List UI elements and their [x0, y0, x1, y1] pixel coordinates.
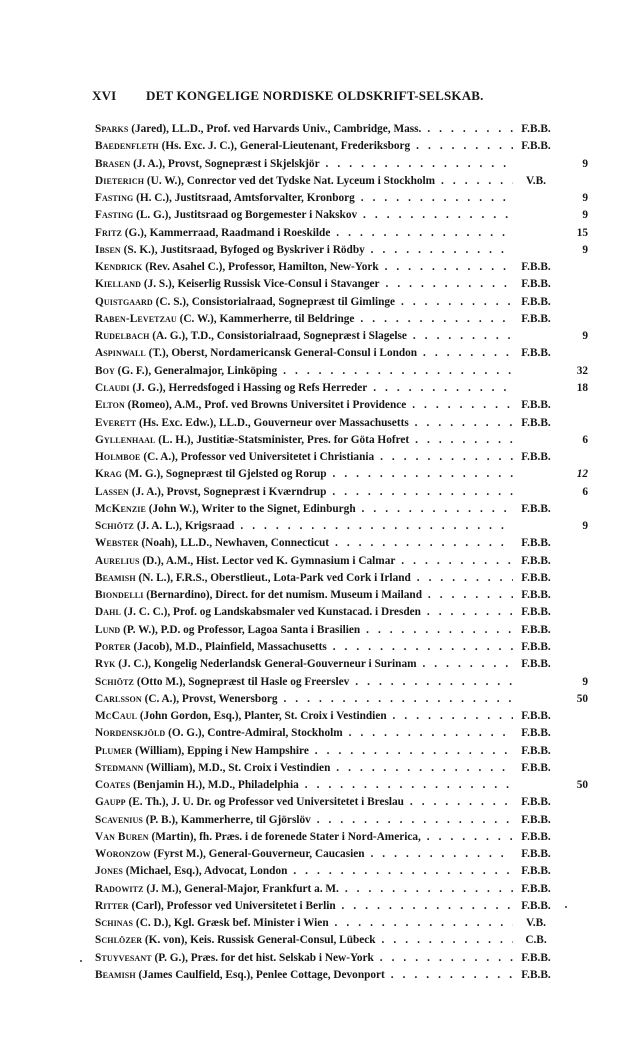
member-surname: Kendrick [95, 261, 143, 274]
member-entry [0, 449, 640, 466]
member-surname: Stedmann [95, 761, 144, 774]
entry-text [95, 570, 513, 587]
member-description: (Benjamin H.), M.D., Philadelphia [130, 779, 299, 792]
member-entry [0, 311, 640, 328]
member-entry [0, 138, 640, 155]
entry-text [95, 760, 513, 777]
member-entry [0, 932, 640, 949]
member-surname: Ritter [95, 899, 129, 912]
entry-text [95, 397, 513, 414]
member-description: (Hs. Exc. Edw.), LL.D., Gouverneur over Massachusetts [136, 416, 409, 429]
entry-text [95, 242, 513, 259]
member-entry [0, 794, 640, 811]
member-description: (L. G.), Justitsraad og Borgemester i Nakskov [133, 209, 358, 222]
member-description: (Noah), LL.D., Newhaven, Connecticut [138, 537, 330, 550]
member-surname: Beamish [95, 969, 136, 982]
member-surname: Claudi [95, 381, 130, 394]
member-entry [0, 121, 640, 138]
member-description: (D.), A.M., Hist. Lector ved K. Gymnasium i Calmar [139, 554, 396, 567]
entry-text [95, 898, 513, 915]
member-description: (Michael, Esq.), Advocat, London [122, 865, 288, 878]
membership-code: F.B.B. [514, 415, 558, 432]
membership-code: F.B.B. [514, 397, 558, 414]
member-surname: Sparks [95, 123, 129, 135]
entry-text [95, 535, 513, 552]
entry-text [95, 656, 513, 673]
entry-text [95, 156, 513, 173]
member-entry [0, 967, 640, 984]
member-description: (J. M.), General-Major, Frankfurt a. M. [143, 882, 339, 895]
member-surname: Stuyvesant [95, 951, 152, 964]
member-entry [0, 397, 640, 414]
membership-code: F.B.B. [514, 345, 558, 362]
member-surname: Gyllenhaal [95, 433, 156, 446]
entry-text [95, 259, 513, 276]
membership-code: F.B.B. [514, 812, 558, 829]
page-reference: 50 [576, 692, 588, 705]
member-entry [0, 190, 640, 207]
print-speck [565, 906, 567, 908]
entry-text [95, 622, 513, 639]
member-description: (J. S.), Keiserlig Russisk Vice-Consul i Stavanger [141, 278, 380, 291]
running-title: DET KONGELIGE NORDISKE OLDSKRIFT-SELSKAB. [146, 88, 484, 103]
member-description: (J. A.), Provst, Sognepræst i Skjelskjör [130, 157, 320, 170]
entry-text [95, 207, 513, 224]
entry-text [95, 587, 513, 604]
member-entry [0, 725, 640, 742]
member-entry [0, 294, 640, 311]
membership-code: F.B.B. [514, 760, 558, 777]
member-entry [0, 846, 640, 863]
membership-code: F.B.B. [514, 501, 558, 518]
print-speck [80, 960, 82, 962]
member-surname: Boy [95, 364, 115, 377]
membership-code: F.B.B. [514, 587, 558, 604]
entry-text [95, 501, 513, 518]
member-description: (C. A.), Professor ved Universitetet i Christiania [140, 451, 375, 464]
page-header [92, 88, 512, 104]
member-entry [0, 363, 640, 380]
membership-code: F.B.B. [514, 604, 558, 621]
member-surname: Fritz [95, 226, 122, 239]
member-description: (William), M.D., St. Croix i Vestindien [143, 761, 331, 774]
entry-text [95, 674, 513, 691]
member-description: (William), Epping i New Hampshire [132, 744, 309, 757]
membership-code: V.B. [514, 915, 558, 932]
entry-text [95, 190, 513, 207]
member-entry [0, 760, 640, 777]
entry-text [95, 881, 513, 898]
membership-code: F.B.B. [514, 535, 558, 552]
member-description: (Romeo), A.M., Prof. ved Browns Universitet i Providence [124, 399, 407, 412]
member-description: (Rev. Asahel C.), Professor, Hamilton, New-York [142, 261, 379, 274]
member-surname: Carlsson [95, 692, 142, 705]
member-description: (C. A.), Provst, Wenersborg [141, 692, 278, 705]
membership-code: F.B.B. [514, 881, 558, 898]
member-description: (P. W.), P.D. og Professor, Lagoa Santa i Brasilien [120, 623, 361, 636]
entry-text [95, 363, 513, 380]
member-surname: Aurelius [95, 554, 140, 567]
member-description: (Fyrst M.), General-Gouverneur, Caucasien [150, 848, 365, 861]
page-reference: 9 [582, 243, 588, 256]
member-surname: Schlözer [95, 934, 143, 947]
membership-code: F.B.B. [514, 743, 558, 760]
member-surname: Baedenfleth [95, 140, 159, 153]
member-entry [0, 656, 640, 673]
page-reference: 6 [582, 433, 588, 446]
entry-text [95, 311, 513, 328]
member-description: (K. von), Keis. Russisk General-Consul, Lübeck [142, 934, 376, 947]
member-entry [0, 225, 640, 242]
entry-text [95, 725, 513, 742]
member-entry [0, 259, 640, 276]
member-surname: Rudelbach [95, 330, 150, 343]
member-description: (G. F.), Generalmajor, Linköping [114, 364, 278, 377]
member-description: (P. G.), Præs. for det hist. Selskab i New-York [151, 951, 374, 964]
member-entry [0, 415, 640, 432]
membership-code: F.B.B. [514, 294, 558, 311]
member-description: (T.), Oberst, Nordamericansk General-Consul i London [145, 347, 418, 360]
member-entry [0, 553, 640, 570]
member-description: (H. C.), Justitsraad, Amtsforvalter, Kronborg [133, 192, 355, 205]
membership-code: F.B.B. [514, 708, 558, 725]
member-description: (C. W.), Kammerherre, til Beldringe [176, 312, 355, 325]
entry-text [95, 846, 513, 863]
member-entry [0, 328, 640, 345]
member-surname: Schiötz [95, 520, 134, 533]
membership-code: F.B.B. [514, 622, 558, 639]
member-description: (J. C.), Kongelig Nederlandsk General-Gouverneur i Surinam [115, 658, 417, 671]
entry-text [95, 743, 513, 760]
member-entry [0, 829, 640, 846]
member-description: (Martin), fh. Præs. i de forenede Stater i Nord-America, [148, 830, 421, 843]
member-entry [0, 535, 640, 552]
member-description: (A. G.), T.D., Consistorialraad, Sognepræst i Slagelse [149, 330, 407, 343]
member-entry [0, 570, 640, 587]
entry-text [95, 328, 513, 345]
member-surname: Fasting [95, 192, 134, 205]
entry-text [95, 380, 513, 397]
member-description: (L. H.), Justitiæ-Statsminister, Pres. for Göta Hofret [155, 433, 410, 446]
entry-text [95, 121, 513, 138]
entry-text [95, 173, 513, 190]
member-description: (Hs. Exc. J. C.), General-Lieutenant, Frederiksborg [158, 140, 411, 153]
member-entry [0, 743, 640, 760]
page-reference: 50 [576, 779, 588, 792]
entry-text [95, 950, 513, 967]
member-surname: Nordenskjöld [95, 727, 166, 740]
member-surname: Schinas [95, 917, 134, 930]
member-description: (John Gordon, Esq.), Planter, St. Croix i Vestindien [137, 710, 387, 723]
member-entry [0, 950, 640, 967]
page-reference: 9 [582, 157, 588, 170]
membership-code: F.B.B. [514, 794, 558, 811]
member-surname: Aspinwall [95, 347, 146, 360]
membership-code: F.B.B. [514, 276, 558, 293]
member-description: (G.), Kammerraad, Raadmand i Roeskilde [121, 226, 331, 239]
member-entry [0, 156, 640, 173]
member-surname: Scavenius [95, 813, 143, 826]
page-reference: 32 [576, 364, 588, 377]
member-entry [0, 622, 640, 639]
member-entry [0, 173, 640, 190]
member-description: (C. D.), Kgl. Græsk bef. Minister i Wien [133, 917, 329, 930]
member-surname: Elton [95, 399, 125, 412]
membership-code: F.B.B. [514, 138, 558, 155]
member-description: (John W.), Writer to the Signet, Edinburgh [145, 502, 356, 515]
entry-text [95, 553, 513, 570]
member-surname: Porter [95, 640, 131, 653]
member-entry [0, 863, 640, 880]
membership-code: F.B.B. [514, 311, 558, 328]
entry-text [95, 708, 513, 725]
page-reference: 9 [582, 192, 588, 205]
page-reference: 12 [576, 468, 588, 481]
member-surname: Fasting [95, 209, 134, 222]
member-description: (J. A.), Provst, Sognepræst i Kværndrup [128, 485, 327, 498]
member-description: (Jared), LL.D., Prof. ved Harvards Univ., Cambridge, Mass. [128, 123, 422, 135]
member-description: (James Caulfield, Esq.), Penlee Cottage, Devonport [135, 969, 385, 982]
member-surname: Beamish [95, 571, 136, 584]
entry-text [95, 932, 513, 949]
member-description: (P. B.), Kammerherre, til Gjörslöv [142, 813, 311, 826]
membership-code: F.B.B. [514, 553, 558, 570]
member-entry [0, 518, 640, 535]
member-entry [0, 881, 640, 898]
member-description: (N. L.), F.R.S., Oberstlieut., Lota-Park ved Cork i Irland [135, 571, 411, 584]
page-reference: 9 [582, 209, 588, 222]
member-surname: Gaupp [95, 796, 126, 809]
membership-code: F.B.B. [514, 846, 558, 863]
membership-code: F.B.B. [514, 570, 558, 587]
member-entry [0, 345, 640, 362]
member-entry [0, 777, 640, 794]
member-entry [0, 691, 640, 708]
membership-code: F.B.B. [514, 725, 558, 742]
member-surname: Jones [95, 865, 123, 878]
member-surname: Coates [95, 779, 131, 792]
member-entry [0, 432, 640, 449]
membership-code: V.B. [514, 173, 558, 190]
membership-code: C.B. [514, 932, 558, 949]
member-surname: Brasen [95, 157, 131, 170]
member-description: (Carl), Professor ved Universitetet i Berlin [128, 899, 336, 912]
member-entry [0, 915, 640, 932]
entry-text [95, 484, 513, 501]
member-entry [0, 812, 640, 829]
member-description: (U. W.), Conrector ved det Tydske Nat. Lyceum i Stockholm [144, 174, 436, 187]
member-description: (E. Th.), J. U. Dr. og Professor ved Universitetet i Breslau [125, 796, 404, 809]
member-description: (Jacob), M.D., Plainfield, Massachusetts [130, 640, 327, 653]
membership-code: F.B.B. [514, 121, 558, 138]
member-description: (J. C. C.), Prof. og Landskabsmaler ved Kunstacad. i Dresden [120, 606, 421, 619]
member-entry [0, 674, 640, 691]
member-surname: Radowitz [95, 882, 144, 895]
membership-code: F.B.B. [514, 639, 558, 656]
membership-code: F.B.B. [514, 449, 558, 466]
member-list [0, 121, 640, 984]
page-reference: 15 [576, 226, 588, 239]
member-entry [0, 207, 640, 224]
entry-text [95, 294, 513, 311]
entry-text [95, 639, 513, 656]
member-surname: Dieterich [95, 174, 145, 187]
member-surname: Dahl [95, 606, 121, 619]
page-reference: 18 [576, 381, 588, 394]
member-entry [0, 380, 640, 397]
page-reference: 9 [582, 675, 588, 688]
member-entry [0, 276, 640, 293]
member-surname: McKenzie [95, 502, 146, 515]
member-entry [0, 639, 640, 656]
membership-code: F.B.B. [514, 950, 558, 967]
entry-text [95, 449, 513, 466]
entry-text [95, 812, 513, 829]
page-reference: 9 [582, 330, 588, 343]
member-description: (Otto M.), Sognepræst til Hasle og Freerslev [134, 675, 350, 688]
member-surname: Schiötz [95, 675, 134, 688]
entry-text [95, 604, 513, 621]
member-surname: Lassen [95, 485, 129, 498]
member-surname: Ryk [95, 658, 116, 671]
entry-text [95, 276, 513, 293]
member-surname: Holmboe [95, 451, 141, 464]
entry-text [95, 915, 513, 932]
entry-text [95, 794, 513, 811]
member-description: (Bernardino), Direct. for det numism. Museum i Mailand [143, 589, 422, 602]
entry-text [95, 138, 513, 155]
member-entry [0, 242, 640, 259]
member-entry [0, 587, 640, 604]
member-surname: Woronzow [95, 848, 151, 861]
member-entry [0, 466, 640, 483]
membership-code: F.B.B. [514, 898, 558, 915]
entry-text [95, 518, 513, 535]
member-surname: Ibsen [95, 243, 121, 256]
membership-code: F.B.B. [514, 656, 558, 673]
member-description: (S. K.), Justitsraad, Byfoged og Byskriver i Rödby [120, 243, 365, 256]
page-reference: 6 [582, 485, 588, 498]
entry-text [95, 415, 513, 432]
member-description: (O. G.), Contre-Admiral, Stockholm [165, 727, 343, 740]
entry-text [95, 777, 513, 794]
member-description: (J. G.), Herredsfoged i Hassing og Refs Herreder [129, 381, 368, 394]
member-surname: Krag [95, 468, 122, 481]
entry-text [95, 967, 513, 984]
entry-text [95, 863, 513, 880]
member-entry [0, 708, 640, 725]
member-description: (J. A. L.), Krigsraad [134, 520, 235, 533]
membership-code: F.B.B. [514, 259, 558, 276]
member-entry [0, 604, 640, 621]
membership-code: F.B.B. [514, 967, 558, 984]
member-surname: Quistgaard [95, 295, 153, 308]
entry-text [95, 432, 513, 449]
membership-code: F.B.B. [514, 863, 558, 880]
entry-text [95, 466, 513, 483]
member-surname: Raben-Levetzau [95, 312, 177, 325]
member-surname: Lund [95, 623, 121, 636]
page-reference: 9 [582, 520, 588, 533]
entry-text [95, 691, 513, 708]
member-surname: Van Buren [95, 830, 149, 843]
member-description: (C. S.), Consistorialraad, Sognepræst til Gimlinge [152, 295, 396, 308]
membership-code: F.B.B. [514, 829, 558, 846]
entry-text [95, 829, 513, 846]
page-number: XVI [92, 88, 117, 103]
member-surname: Kielland [95, 278, 142, 291]
member-entry [0, 501, 640, 518]
member-entry [0, 484, 640, 501]
member-surname: McCaul [95, 710, 138, 723]
member-surname: Webster [95, 537, 139, 550]
entry-text [95, 345, 513, 362]
entry-text [95, 225, 513, 242]
member-entry [0, 898, 640, 915]
member-surname: Biondelli [95, 589, 144, 602]
member-description: (M. G.), Sognepræst til Gjelsted og Rorup [121, 468, 327, 481]
member-surname: Plumer [95, 744, 133, 757]
member-surname: Everett [95, 416, 137, 429]
